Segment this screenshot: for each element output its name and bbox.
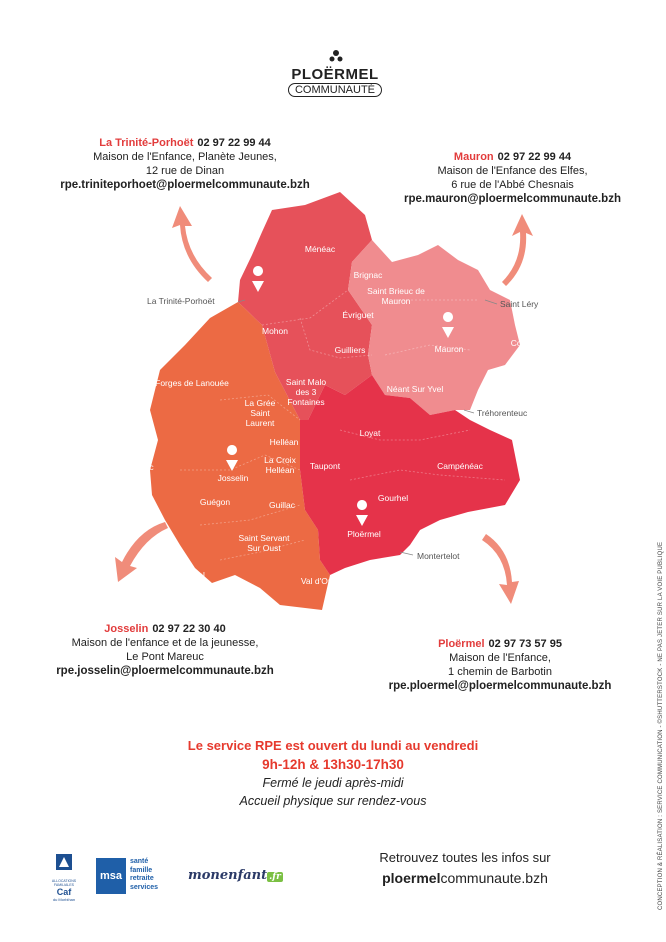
- outside-label-montertelot: Montertelot: [417, 551, 460, 561]
- office-email[interactable]: rpe.josselin@ploermelcommunaute.bzh: [56, 665, 274, 677]
- logo-main-text: PLOËRMEL: [291, 66, 379, 83]
- map-label-evriguet: Évriguet: [342, 310, 374, 320]
- outside-label-la-trinite-porhoet: La Trinité-Porhoët: [147, 296, 215, 306]
- website-bold: ploermel: [382, 870, 441, 886]
- map-label-la-croix-hellean: La Croix Helléan: [264, 455, 296, 475]
- caf-top-text: ALLOCATIONS FAMILIALES: [51, 879, 77, 887]
- office-address-2: Le Pont Mareuc: [126, 651, 204, 663]
- map-label-mauron: Mauron: [434, 344, 464, 354]
- msa-line: famille: [130, 866, 153, 874]
- msa-line: santé: [130, 858, 149, 865]
- outside-label-saint-lery: Saint Léry: [500, 299, 539, 309]
- website-info: [340, 848, 590, 888]
- opening-hours: [0, 737, 666, 810]
- map-label-guilliers: Guilliers: [334, 345, 366, 355]
- hours-line-3: Fermé le jeudi après-midi: [262, 776, 404, 790]
- map-label-concoret: Concoret: [510, 338, 546, 348]
- caf-text: Caf: [56, 887, 72, 897]
- office-tel: 02 97 22 30 40: [152, 623, 226, 635]
- map-label-la-gree-saint-laurent: La Grée Saint Laurent: [244, 398, 276, 428]
- office-address-2: 6 rue de l'Abbé Chesnais: [451, 179, 574, 191]
- msa-line: services: [130, 883, 159, 891]
- caf-logo: [46, 852, 82, 904]
- website-rest: communaute.bzh: [440, 870, 548, 886]
- office-email[interactable]: rpe.mauron@ploermelcommunaute.bzh: [404, 193, 621, 205]
- office-name: Josselin: [104, 623, 149, 635]
- map-label-saint-brieuc-de-mauron: Saint Brieuc de Mauron: [367, 286, 425, 306]
- map-label-ploermel: Ploërmel: [347, 529, 381, 539]
- credits-vertical: [642, 450, 662, 910]
- office-address-1: Maison de l'Enfance, Planète Jeunes,: [93, 151, 277, 163]
- msa-logo: [96, 858, 176, 898]
- logo-sub-text: COMMUNAUTÉ: [288, 83, 382, 97]
- map-label-hellean: Helléan: [269, 437, 299, 447]
- office-tel: 02 97 73 57 95: [488, 638, 562, 650]
- hours-line-1: Le service RPE est ouvert du lundi au vendredi: [187, 738, 479, 753]
- map-label-forges-de-lanouee: Forges de Lanouée: [155, 378, 229, 388]
- caf-emblem-icon: [46, 852, 82, 874]
- msa-line: retraite: [130, 875, 154, 882]
- map-label-brignac: Brignac: [353, 270, 383, 280]
- map-label-gourhel: Gourhel: [377, 493, 409, 503]
- map-label-neant-sur-yvel: Néant Sur Yvel: [386, 384, 444, 394]
- hours-line-2: 9h-12h & 13h30-17h30: [262, 757, 404, 772]
- arrow-icon: [172, 206, 212, 282]
- monenfant-logo: [188, 868, 281, 888]
- office-tel: 02 97 22 99 44: [197, 137, 271, 149]
- office-address-1: Maison de l'enfance et de la jeunesse,: [71, 637, 259, 649]
- map-label-saint-malo-des-3-fontaines: Saint Malo des 3 Fontaines: [285, 377, 327, 407]
- arrow-icon: [482, 534, 519, 604]
- map-label-guegon: Guégon: [199, 497, 231, 507]
- office-address-2: 1 chemin de Barbotin: [448, 666, 552, 678]
- office-email[interactable]: rpe.ploermel@ploermelcommunaute.bzh: [388, 680, 612, 692]
- monenfant-tld: .fr: [269, 872, 281, 882]
- monenfant-text: monenfant: [188, 868, 268, 883]
- office-address-2: 12 rue de Dinan: [145, 165, 225, 177]
- map-label-lantillac: Lantillac: [122, 462, 154, 472]
- office-address-1: Maison de l'Enfance,: [449, 652, 551, 664]
- outside-label-trehorenteuc: Tréhorenteuc: [477, 408, 528, 418]
- caf-sub-text: du Morbihan: [52, 897, 76, 902]
- arrow-icon: [115, 522, 168, 582]
- map-label-cruguel: Cruguel: [175, 570, 205, 580]
- map-label-loyat: Loyat: [359, 428, 381, 438]
- map-label-campeneac: Campénéac: [437, 461, 483, 471]
- office-name: La Trinité-Porhoët: [99, 137, 194, 149]
- office-name: Mauron: [453, 151, 494, 163]
- infos-line-1: Retrouvez toutes les infos sur: [379, 850, 551, 865]
- website-link[interactable]: [340, 868, 590, 888]
- map-label-taupont: Taupont: [309, 461, 341, 471]
- msa-badge: msa: [96, 858, 126, 894]
- credits-text: CONCEPTION & RÉALISATION : SERVICE COMMUNICATION - ©SHUTTERSTOCK - NE PAS JETER SUR LA VOIE PUBLIQUE: [658, 541, 664, 910]
- arrow-icon: [502, 214, 533, 286]
- map-label-mohon: Mohon: [262, 326, 288, 336]
- office-name: Ploërmel: [438, 638, 485, 650]
- map-label-guillac: Guillac: [269, 500, 295, 510]
- office-address-1: Maison de l'Enfance des Elfes,: [437, 165, 588, 177]
- map-label-val-d-oust: Val d'Oust: [300, 576, 340, 586]
- map-label-meneac: Ménéac: [304, 244, 336, 254]
- map-label-josselin: Josselin: [217, 473, 249, 483]
- map-label-saint-servant-sur-oust: Saint Servant Sur Oust: [238, 533, 290, 553]
- office-tel: 02 97 22 99 44: [497, 151, 572, 163]
- hours-line-4: Accueil physique sur rendez-vous: [239, 794, 427, 808]
- office-email[interactable]: rpe.triniteporhoet@ploermelcommunaute.bzh: [60, 179, 310, 191]
